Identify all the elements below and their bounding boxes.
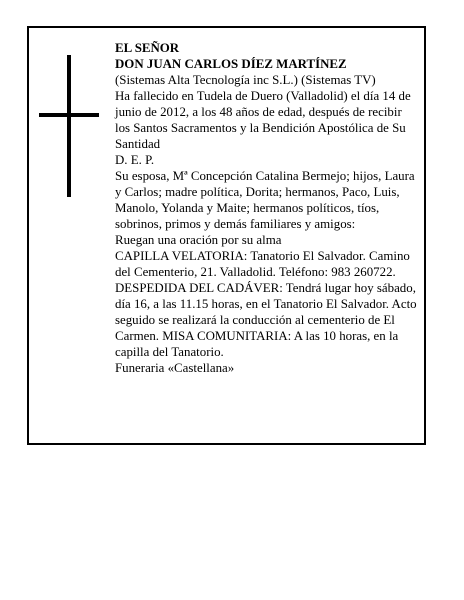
notice-title: EL SEÑOR bbox=[115, 41, 180, 55]
deceased-name: DON JUAN CARLOS DÍEZ MARTÍNEZ bbox=[115, 57, 347, 71]
dep-text: D. E. P. bbox=[115, 153, 155, 167]
prayer-request: Ruegan una oración por su alma bbox=[115, 233, 282, 247]
cross-vertical-bar bbox=[67, 55, 71, 197]
obituary-notice bbox=[27, 26, 426, 445]
funeral-home: Funeraria «Castellana» bbox=[115, 361, 235, 375]
cross-icon bbox=[39, 55, 99, 197]
notice-text bbox=[115, 40, 419, 376]
affiliation: (Sistemas Alta Tecnología inc S.L.) (Sistemas TV) bbox=[115, 73, 376, 87]
death-info: Ha fallecido en Tudela de Duero (Valladolid) el día 14 de junio de 2012, a los 48 años de edad, después de recibir los Santos Sacramentos y la Bendición Apostólica de Su Santidad bbox=[115, 89, 411, 151]
ceremony-details: CAPILLA VELATORIA: Tanatorio El Salvador. Camino del Cementerio, 21. Valladolid. Teléfono: 983 260722. DESPEDIDA DEL CADÁVER: Tendrá lugar hoy sábado, día 16, a las 11.15 horas, en el Tanatorio El Salvador. Acto seguido se realizará la conducción al cementerio de El Carmen. MISA COMUNITARIA: A las 10 horas, en la capilla del Tanatorio. bbox=[115, 249, 417, 359]
cross-horizontal-bar bbox=[39, 113, 99, 117]
family-list: Su esposa, Mª Concepción Catalina Bermejo; hijos, Laura y Carlos; madre política, Dorita; hermanos, Paco, Luis, Manolo, Yolanda y Maite; hermanos políticos, tíos, sobrinos, primos y demás familiares y amigos: bbox=[115, 169, 415, 231]
